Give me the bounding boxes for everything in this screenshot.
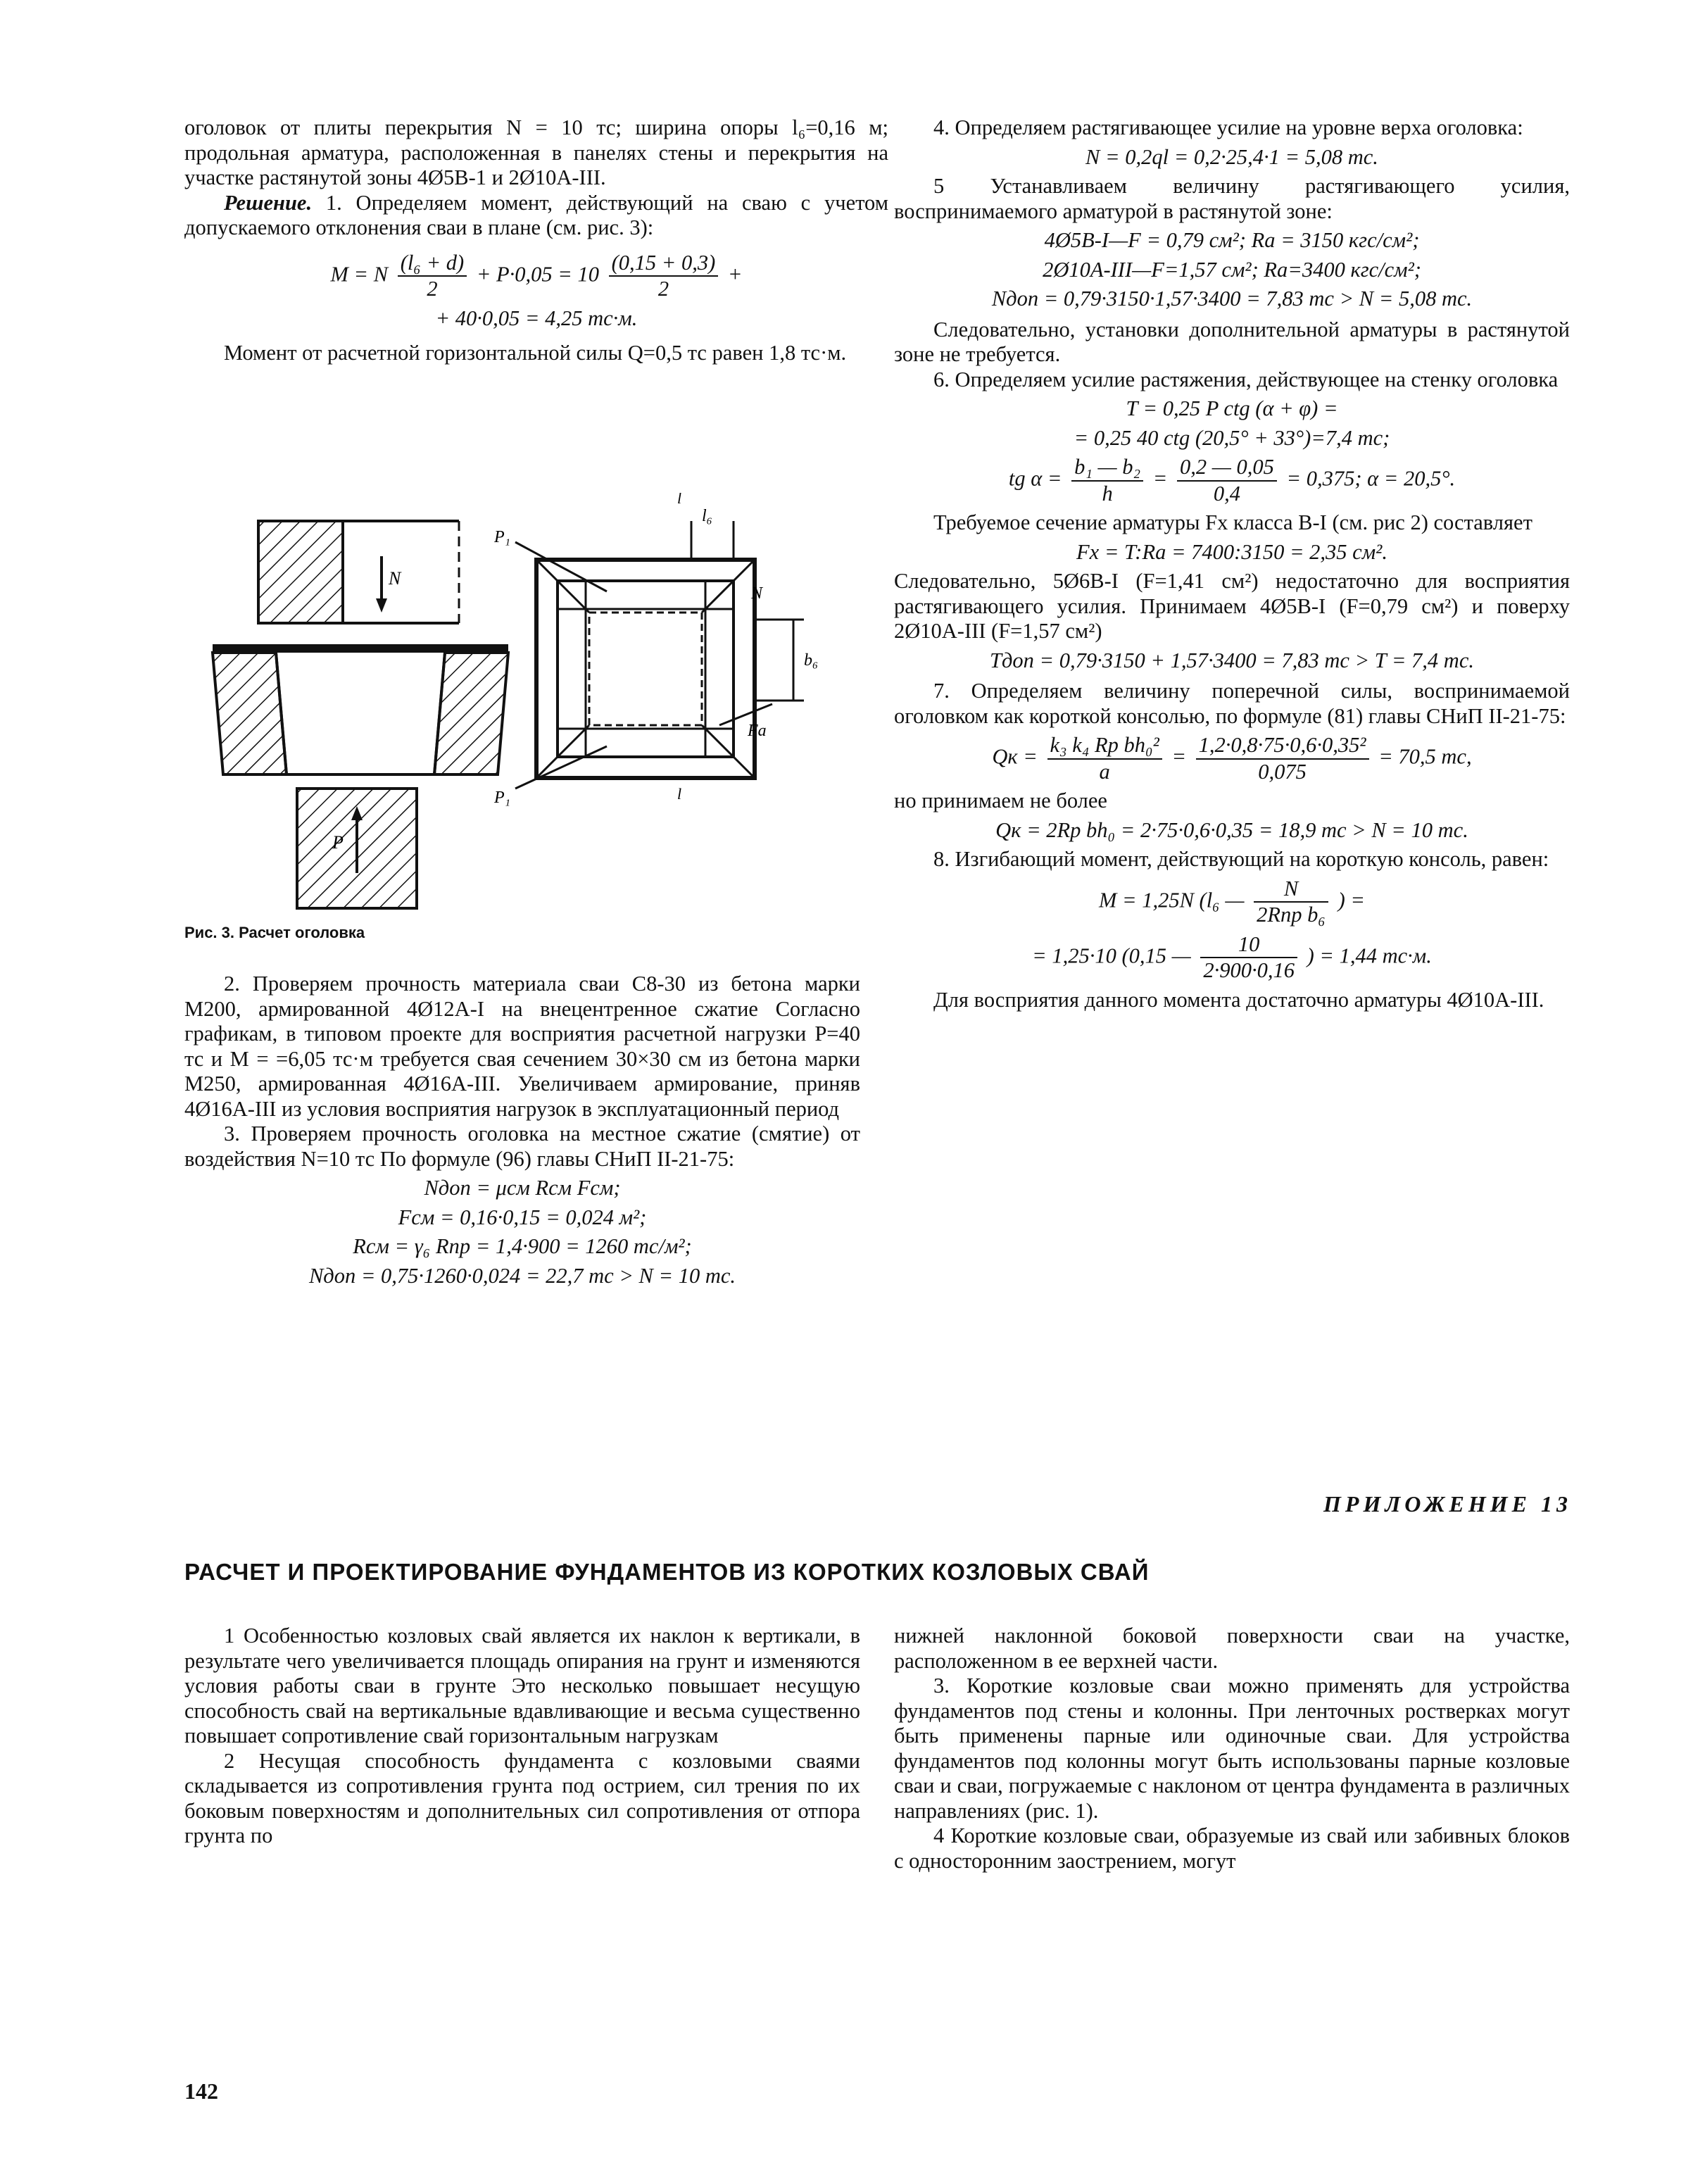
formula: = 0,25 40 ctg (20,5° + 33°)=7,4 тс; xyxy=(1074,425,1390,450)
fraction-numerator: 1,2·0,8·75·0,6·0,35² xyxy=(1196,733,1369,760)
formula: T = 0,25 P ctg (α + φ) = xyxy=(1126,396,1338,420)
paragraph: Следовательно, установки дополнительной арматуры в растянутой зоне не требуется. xyxy=(894,317,1570,366)
plan-view xyxy=(493,493,818,807)
paragraph-text: 1. Определяем момент, действующий на сваю с учетом допускаемого отклонения сваи в плане (см. рис. 3): xyxy=(184,190,889,239)
left-column xyxy=(184,115,888,366)
paragraph: 3. Короткие козловые сваи можно применять для устройства фундаментов под стены и колонны. При ленточных ростверках могут быть применены парные или одиночные сваи. Для устройства фундаментов под колонны могут быть использованы парные козловые сваи и сваи, погружаемые с наклоном от центра фундамента в различных направлениях (рис. 1). xyxy=(894,1674,1570,1823)
formula-part: = 0,375; α = 20,5°. xyxy=(1286,466,1456,491)
formula-q xyxy=(894,733,1570,784)
fraction-numerator: 10 xyxy=(1200,932,1297,959)
force-label-p: P xyxy=(332,832,344,853)
formula-m2 xyxy=(894,932,1570,984)
formula: Fx = T:Ra = 7400:3150 = 2,35 см². xyxy=(1076,539,1387,564)
paragraph: оголовок от плиты перекрытия N = 10 тс; ширина опоры l₆=0,16 м; продольная арматура, расположенная в панелях стены и перекрытия на участке растянутой зоны 4Ø5В-1 и 2Ø10А-III. xyxy=(184,115,888,189)
pile-section xyxy=(297,789,417,908)
force-label-n: N xyxy=(389,568,401,589)
formula-tg-alpha xyxy=(894,455,1570,506)
paragraph: 8. Изгибающий момент, действующий на короткую консоль, равен: xyxy=(933,847,1549,871)
paragraph: 5 Устанавливаем величину растягивающего усилия, воспринимаемого арматурой в растянутой зоне: xyxy=(894,174,1570,223)
page-number: 142 xyxy=(184,2078,218,2104)
paragraph: 2. Проверяем прочность материала сваи С8-30 из бетона марки М200, армированной 4Ø12А-I на внецентренное сжатие Согласно графикам, в типовом проекте для восприятия расчетной нагрузки P=40 тс и M = =6,05 тс·м требуется свая сечением 30×30 см из бетона марки М250, армированная 4Ø16А-III. Увеличиваем армирование, приняв 4Ø16А-III из условия восприятия нагрузок в эксплуатационный период xyxy=(184,972,860,1121)
paragraph: 4. Определяем растягивающее усилие на уровне верха оголовка: xyxy=(933,115,1523,139)
wall-section xyxy=(258,521,459,623)
formula: N = 0,2ql = 0,2·25,4·1 = 5,08 тс. xyxy=(1085,144,1378,169)
section-title: РАСЧЕТ И ПРОЕКТИРОВАНИЕ ФУНДАМЕНТОВ ИЗ КОРОТКИХ КОЗЛОВЫХ СВАЙ xyxy=(184,1559,1150,1585)
paragraph: 6. Определяем усилие растяжения, действующее на стенку оголовка xyxy=(933,367,1559,391)
fraction-denominator: 0,4 xyxy=(1213,481,1240,506)
formula-part: ) = xyxy=(1338,888,1366,912)
fraction-numerator: 0,2 — 0,05 xyxy=(1177,455,1277,482)
formula: Nдоп = μсм Rсм Fсм; xyxy=(424,1176,621,1200)
formula-part: M = N xyxy=(330,262,389,286)
formula: Tдоп = 0,79·3150 + 1,57·3400 = 7,83 тс > T = 7,4 тс. xyxy=(990,648,1474,672)
formula-part: + xyxy=(727,262,743,286)
formula-part: + P·0,05 = 10 xyxy=(476,262,599,286)
paragraph xyxy=(184,191,888,241)
force-label-p1-bottom: P₁ xyxy=(494,789,511,807)
paragraph: Требуемое сечение арматуры Fx класса В-I (см. рис 2) составляет xyxy=(933,510,1532,534)
paragraph: 2 Несущая способность фундамента с козловыми сваями складывается из сопротивления грунта под острием, сил трения по их боковым поверхностям и дополнительных сил сопротивления от отпора грунта по xyxy=(184,1748,860,1847)
formula-part: ) = 1,44 тс·м. xyxy=(1307,943,1432,967)
fraction xyxy=(1071,455,1143,506)
dimension-label-l6: l₆ xyxy=(702,507,713,525)
label-fa: Fa xyxy=(748,722,767,740)
section-mark-top: l xyxy=(677,493,682,507)
fraction-denominator: h xyxy=(1102,481,1113,506)
formula-part: M = 1,25N (l₆ — xyxy=(1098,888,1245,912)
formula-part: = 1,25·10 (0,15 — xyxy=(1032,943,1191,967)
fraction xyxy=(1254,877,1328,928)
paragraph: Для восприятия данного момента достаточно арматуры 4Ø10А-III. xyxy=(933,987,1544,1012)
fraction-denominator: 2Rпр b₆ xyxy=(1257,903,1326,927)
fraction-numerator: (l₆ + d) xyxy=(398,251,467,277)
formula-part: tg α = xyxy=(1008,466,1062,491)
paragraph: 3. Проверяем прочность оголовка на местное сжатие (смятие) от воздействия N=10 тс По формуле (96) главы СНиП II-21-75: xyxy=(184,1122,860,1171)
fraction xyxy=(1047,733,1162,784)
fraction-denominator: a xyxy=(1099,759,1110,784)
paragraph: Следовательно, 5Ø6В-I (F=1,41 см²) недостаточно для восприятия растягивающего усилия. Принимаем 4Ø5В-I (F=0,79 см²) и поверху 2Ø10А-III (F=1,57 см²) xyxy=(894,569,1570,643)
solution-label: Решение. xyxy=(224,190,313,215)
formula: Qк = 2Rp bh₀ = 2·75·0,6·0,35 = 18,9 тс > N = 10 тс. xyxy=(995,817,1468,842)
formula: Rсм = γ₆ Rпр = 1,4·900 = 1260 тс/м²; xyxy=(353,1234,692,1258)
formula-part: = 70,5 тс, xyxy=(1378,744,1472,769)
formula-m1 xyxy=(894,877,1570,928)
formula-part: Qк = xyxy=(992,744,1038,769)
fraction-denominator: 2 xyxy=(657,277,669,301)
left-column-lower xyxy=(184,972,860,1293)
paragraph: 7. Определяем величину поперечной силы, воспринимаемой оголовком как короткой консолью, по формуле (81) главы СНиП II-21-75: xyxy=(894,679,1570,728)
fraction-denominator: 2·900·0,16 xyxy=(1203,958,1295,982)
fraction-numerator: (0,15 + 0,3) xyxy=(609,251,719,277)
fraction xyxy=(609,251,719,302)
fraction xyxy=(1200,932,1297,984)
paragraph: но принимаем не более xyxy=(894,789,1107,812)
formula-moment xyxy=(184,251,888,302)
fraction xyxy=(398,251,467,302)
paragraph: Момент от расчетной горизонтальной силы Q=0,5 тс равен 1,8 тс·м. xyxy=(224,341,847,365)
fraction-denominator: 2 xyxy=(427,277,438,301)
fraction-numerator: N xyxy=(1254,877,1328,903)
force-label-n-plan: N xyxy=(751,584,763,603)
paragraph: нижней наклонной боковой поверхности сваи на участке, расположенном в ее верхней части. xyxy=(894,1624,1570,1673)
pile-head-section xyxy=(213,644,508,774)
bottom-left-column xyxy=(184,1624,860,1849)
formula: Fсм = 0,16·0,15 = 0,024 м²; xyxy=(398,1205,647,1229)
paragraph: 4 Короткие козловые сваи, образуемые из свай или забивных блоков с односторонним заострением, могут xyxy=(894,1824,1570,1873)
force-label-p1-top: P₁ xyxy=(494,528,511,546)
fraction-numerator: k₃ k₄ Rp bh₀² xyxy=(1047,733,1162,760)
right-column xyxy=(894,115,1570,1012)
fraction-denominator: 0,075 xyxy=(1258,759,1307,784)
section-mark-bottom: l xyxy=(677,785,682,803)
figure-3-drawing xyxy=(184,493,888,915)
formula: 4Ø5В-I—F = 0,79 см²; Ra = 3150 кгс/см²; xyxy=(1044,228,1420,252)
formula: 2Ø10А-III—F=1,57 см²; Ra=3400 кгс/см²; xyxy=(1043,257,1421,282)
paragraph: 1 Особенностью козловых свай является их наклон к вертикали, в результате чего увеличивается площадь опирания на грунт и изменяются условия работы сваи в грунте Это несколько повышает несущую способность свай на вертикальные вдавливающие и весьма существенно повышает сопротивление свай горизонтальным нагрузкам xyxy=(184,1624,860,1747)
formula: Nдоп = 0,79·3150·1,57·3400 = 7,83 тс > N = 5,08 тс. xyxy=(991,287,1473,310)
fraction-numerator: b₁ — b₂ xyxy=(1071,455,1143,482)
dimension-label-b6: b₆ xyxy=(804,651,819,670)
bottom-right-column xyxy=(894,1624,1570,1874)
fraction xyxy=(1177,455,1277,506)
formula-part: = xyxy=(1171,744,1187,769)
formula-part: = xyxy=(1152,466,1168,491)
figure-caption: Рис. 3. Расчет оголовка xyxy=(184,924,365,941)
formula: Nдоп = 0,75·1260·0,024 = 22,7 тс > N = 10 тс. xyxy=(308,1263,736,1288)
appendix-label: ПРИЛОЖЕНИЕ 13 xyxy=(1323,1491,1573,1517)
formula-moment-line2: + 40·0,05 = 4,25 тс·м. xyxy=(435,306,638,330)
fraction xyxy=(1196,733,1369,784)
